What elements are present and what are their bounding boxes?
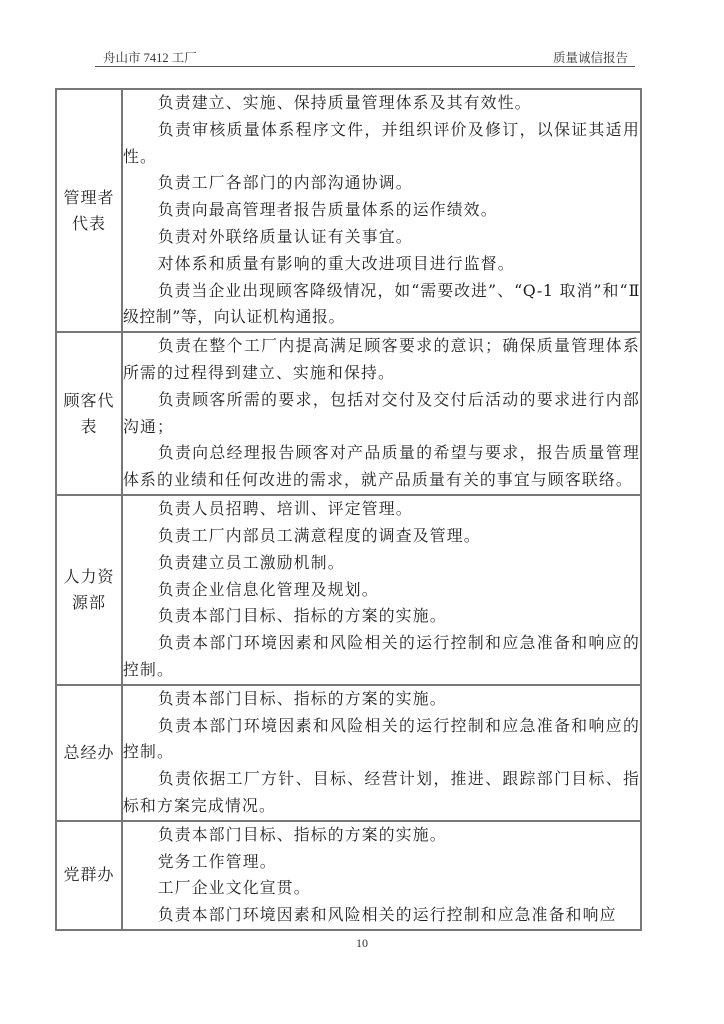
duty-item: 负责当企业出现顾客降级情况，如“需要改进”、“Q-1 取消”和“Ⅱ级控制”等，向认证机构通报。 [123,280,640,327]
duties-cell [122,685,641,821]
page-header [95,46,635,67]
duty-item: 负责人员招聘、培训、评定管理。 [157,499,413,519]
department-label-line: 源部 [71,592,106,612]
duties-cell [122,332,641,495]
table-row [56,89,641,332]
duty-item: 负责对外联络质量认证有关事宜。 [157,226,413,246]
duty-item: 负责工厂各部门的内部沟通协调。 [157,173,413,193]
duty-item: 党务工作管理。 [157,851,277,871]
department-cell [56,685,122,821]
duty-item: 负责本部门目标、指标的方案的实施。 [157,688,447,708]
header-report-title: 质量诚信报告 [552,51,628,65]
duty-item: 负责本部门目标、指标的方案的实施。 [157,824,447,844]
responsibility-table [55,88,642,931]
department-label-line: 党群办 [63,865,115,885]
department-label-line: 顾客代 [63,390,115,410]
duty-item: 负责在整个工厂内提高满足顾客要求的意识；确保质量管理体系所需的过程得到建立、实施和保持。 [123,336,640,383]
duties-cell [122,89,641,332]
duty-item: 负责本部门环境因素和风险相关的运行控制和应急准备和响应 [157,905,617,925]
department-label-line: 总经办 [63,742,115,762]
duty-item: 负责建立员工激励机制。 [157,552,345,572]
duty-item: 负责审核质量体系程序文件，并组织评价及修订，以保证其适用性。 [123,119,640,166]
department-cell [56,89,122,332]
page-number: 10 [356,936,368,950]
duty-item: 负责向总经理报告顾客对产品质量的希望与要求，报告质量管理体系的业绩和任何改进的需求，就产品质量有关的事宜与顾客联络。 [123,443,640,490]
department-label-line: 表 [80,416,98,436]
department-cell [56,821,122,930]
duty-item: 负责向最高管理者报告质量体系的运作绩效。 [157,200,498,220]
department-cell [56,495,122,685]
duty-item: 工厂企业文化宣贯。 [157,878,311,898]
department-label-line: 人力资 [63,566,115,586]
table-row [56,821,641,930]
department-label-line: 代表 [71,213,106,233]
department-cell [56,332,122,495]
duty-item: 负责依据工厂方针、目标、经营计划，推进、跟踪部门目标、指标和方案完成情况。 [123,769,640,815]
table-row [56,332,641,495]
duties-cell [122,495,641,685]
duty-item: 负责本部门目标、指标的方案的实施。 [157,606,447,626]
duty-item: 负责工厂内部员工满意程度的调查及管理。 [157,525,481,545]
duties-cell [122,821,641,930]
duty-item: 负责本部门环境因素和风险相关的运行控制和应急准备和响应的控制。 [123,633,640,679]
duty-item: 负责企业信息化管理及规划。 [157,579,379,599]
header-org-name: 舟山市 7412 工厂 [103,51,197,65]
department-label-line: 管理者 [63,187,115,207]
duty-item: 负责本部门环境因素和风险相关的运行控制和应急准备和响应的控制。 [123,715,640,762]
duty-item: 负责顾客所需的要求，包括对交付及交付后活动的要求进行内部沟通； [123,389,640,436]
table-row [56,685,641,821]
table-row [56,495,641,685]
duty-item: 对体系和质量有影响的重大改进项目进行监督。 [157,253,515,273]
duty-item: 负责建立、实施、保持质量管理体系及其有效性。 [157,93,532,112]
